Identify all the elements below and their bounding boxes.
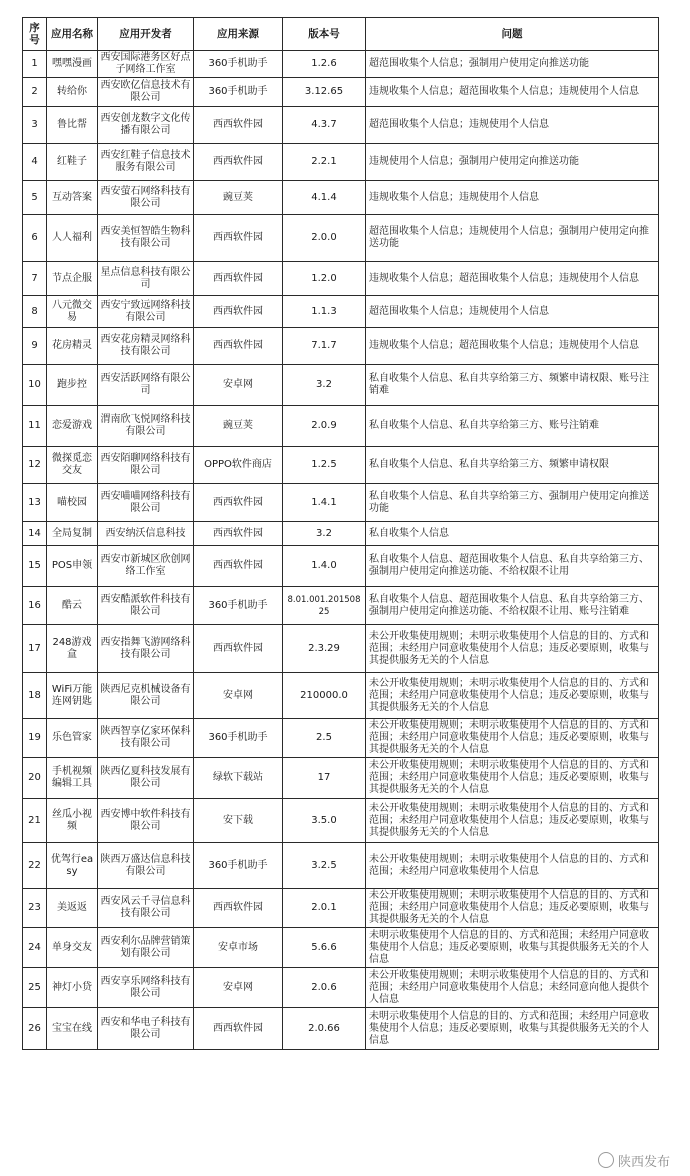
developer-cell: 星点信息科技有限公司 xyxy=(98,262,194,296)
table-row xyxy=(23,799,659,843)
version-cell: 1.2.0 xyxy=(283,262,366,296)
table-row xyxy=(23,587,659,625)
app-name-cell: 互动答案 xyxy=(47,181,98,215)
table-row xyxy=(23,406,659,447)
app-name-cell: 鲁比帮 xyxy=(47,107,98,144)
table-row xyxy=(23,889,659,928)
issue-cell: 违规收集个人信息；超范围收集个人信息；违规使用个人信息 xyxy=(366,262,659,296)
issue-cell: 私自收集个人信息、私自共享给第三方、强制用户使用定向推送功能 xyxy=(366,484,659,522)
source-cell: 豌豆荚 xyxy=(194,181,283,215)
version-cell: 2.5 xyxy=(283,719,366,758)
row-index-cell: 7 xyxy=(23,262,47,296)
header-issue: 问题 xyxy=(366,18,659,51)
version-cell: 2.3.29 xyxy=(283,625,366,673)
row-index-cell: 20 xyxy=(23,758,47,799)
row-index-cell: 22 xyxy=(23,843,47,889)
row-index-cell: 12 xyxy=(23,447,47,484)
version-cell: 3.2 xyxy=(283,365,366,406)
app-name-cell: 恋爱游戏 xyxy=(47,406,98,447)
watermark xyxy=(598,1151,670,1170)
header-index: 序号 xyxy=(23,18,47,51)
table-row xyxy=(23,843,659,889)
row-index-cell: 14 xyxy=(23,522,47,546)
row-index-cell: 8 xyxy=(23,296,47,328)
issue-cell: 未公开收集使用规则；未明示收集使用个人信息的目的、方式和范围；未经用户同意收集使用个人信息；违反必要原则，收集与其提供服务无关的个人信息 xyxy=(366,673,659,719)
header-developer: 应用开发者 xyxy=(98,18,194,51)
source-cell: OPPO软件商店 xyxy=(194,447,283,484)
app-name-cell: 转给你 xyxy=(47,78,98,107)
table-row xyxy=(23,328,659,365)
table-row xyxy=(23,673,659,719)
row-index-cell: 5 xyxy=(23,181,47,215)
table-row xyxy=(23,758,659,799)
source-cell: 西西软件园 xyxy=(194,889,283,928)
table-row xyxy=(23,522,659,546)
developer-cell: 渭南欣飞悦网络科技有限公司 xyxy=(98,406,194,447)
app-name-cell: 花房精灵 xyxy=(47,328,98,365)
app-name-cell: 宝宝在线 xyxy=(47,1008,98,1050)
header-source: 应用来源 xyxy=(194,18,283,51)
source-cell: 西西软件园 xyxy=(194,107,283,144)
app-name-cell: 优驾行easy xyxy=(47,843,98,889)
row-index-cell: 16 xyxy=(23,587,47,625)
developer-cell: 西安风云千寻信息科技有限公司 xyxy=(98,889,194,928)
version-cell: 1.4.1 xyxy=(283,484,366,522)
developer-cell: 陕西万盛达信息科技有限公司 xyxy=(98,843,194,889)
app-name-cell: 节点企服 xyxy=(47,262,98,296)
row-index-cell: 15 xyxy=(23,546,47,587)
developer-cell: 西安美恒智皓生物科技有限公司 xyxy=(98,215,194,262)
app-name-cell: 248游戏盒 xyxy=(47,625,98,673)
version-cell: 210000.0 xyxy=(283,673,366,719)
row-index-cell: 1 xyxy=(23,51,47,78)
issue-cell: 未公开收集使用规则；未明示收集使用个人信息的目的、方式和范围；未经用户同意收集使用个人信息；违反必要原则，收集与其提供服务无关的个人信息 xyxy=(366,719,659,758)
row-index-cell: 18 xyxy=(23,673,47,719)
developer-cell: 西安宁致远网络科技有限公司 xyxy=(98,296,194,328)
developer-cell: 西安酷派软件科技有限公司 xyxy=(98,587,194,625)
developer-cell: 陕西亿夏科技发展有限公司 xyxy=(98,758,194,799)
issue-cell: 未公开收集使用规则；未明示收集使用个人信息的目的、方式和范围；未经用户同意收集使用个人信息；违反必要原则，收集与其提供服务无关的个人信息 xyxy=(366,758,659,799)
version-cell: 1.1.3 xyxy=(283,296,366,328)
issue-cell: 超范围收集个人信息；违规使用个人信息 xyxy=(366,296,659,328)
version-cell: 5.6.6 xyxy=(283,928,366,968)
table-row xyxy=(23,181,659,215)
app-name-cell: 美返返 xyxy=(47,889,98,928)
app-name-cell: 跑步控 xyxy=(47,365,98,406)
app-name-cell: 嘿嘿漫画 xyxy=(47,51,98,78)
row-index-cell: 21 xyxy=(23,799,47,843)
source-cell: 360手机助手 xyxy=(194,587,283,625)
issue-cell: 未公开收集使用规则；未明示收集使用个人信息的目的、方式和范围；未经用户同意收集使用个人信息 xyxy=(366,843,659,889)
table-row xyxy=(23,1008,659,1050)
source-cell: 安卓网 xyxy=(194,365,283,406)
developer-cell: 西安花房精灵网络科技有限公司 xyxy=(98,328,194,365)
row-index-cell: 25 xyxy=(23,968,47,1008)
issue-cell: 私自收集个人信息、超范围收集个人信息、私自共享给第三方、强制用户使用定向推送功能、不给权限不让用、账号注销难 xyxy=(366,587,659,625)
issue-cell: 超范围收集个人信息；强制用户使用定向推送功能 xyxy=(366,51,659,78)
developer-cell: 西安利尔品牌营销策划有限公司 xyxy=(98,928,194,968)
version-cell: 2.2.1 xyxy=(283,144,366,181)
source-cell: 绿软下载站 xyxy=(194,758,283,799)
version-cell: 2.0.0 xyxy=(283,215,366,262)
table-row xyxy=(23,719,659,758)
app-violations-table xyxy=(22,17,659,1050)
app-name-cell: 红鞋子 xyxy=(47,144,98,181)
version-cell: 1.2.5 xyxy=(283,447,366,484)
app-name-cell: 酷云 xyxy=(47,587,98,625)
table-header-row xyxy=(23,18,659,51)
row-index-cell: 6 xyxy=(23,215,47,262)
table-row xyxy=(23,928,659,968)
developer-cell: 西安博中软件科技有限公司 xyxy=(98,799,194,843)
issue-cell: 私自收集个人信息、私自共享给第三方、频繁申请权限、账号注销难 xyxy=(366,365,659,406)
developer-cell: 陕西尼克机械设备有限公司 xyxy=(98,673,194,719)
issue-cell: 违规使用个人信息；强制用户使用定向推送功能 xyxy=(366,144,659,181)
version-cell: 3.12.65 xyxy=(283,78,366,107)
version-cell: 4.3.7 xyxy=(283,107,366,144)
version-cell: 3.2.5 xyxy=(283,843,366,889)
source-cell: 西西软件园 xyxy=(194,546,283,587)
developer-cell: 西安陌聊网络科技有限公司 xyxy=(98,447,194,484)
app-table-container xyxy=(22,17,659,1050)
issue-cell: 违规收集个人信息；超范围收集个人信息；违规使用个人信息 xyxy=(366,78,659,107)
source-cell: 西西软件园 xyxy=(194,328,283,365)
version-cell: 3.2 xyxy=(283,522,366,546)
row-index-cell: 10 xyxy=(23,365,47,406)
version-cell: 17 xyxy=(283,758,366,799)
issue-cell: 私自收集个人信息、私自共享给第三方、账号注销难 xyxy=(366,406,659,447)
source-cell: 360手机助手 xyxy=(194,719,283,758)
developer-cell: 西安市新城区欣创网络工作室 xyxy=(98,546,194,587)
issue-cell: 未公开收集使用规则；未明示收集使用个人信息的目的、方式和范围；未经用户同意收集使用个人信息；违反必要原则，收集与其提供服务无关的个人信息 xyxy=(366,625,659,673)
version-cell: 8.01.001.20150825 xyxy=(283,587,366,625)
developer-cell: 西安纳沃信息科技 xyxy=(98,522,194,546)
app-name-cell: 丝瓜小视频 xyxy=(47,799,98,843)
developer-cell: 陕西智享亿家环保科技有限公司 xyxy=(98,719,194,758)
issue-cell: 私自收集个人信息、超范围收集个人信息、私自共享给第三方、强制用户使用定向推送功能、不给权限不让用 xyxy=(366,546,659,587)
table-row xyxy=(23,625,659,673)
table-row xyxy=(23,215,659,262)
developer-cell: 西安红鞋子信息技术服务有限公司 xyxy=(98,144,194,181)
source-cell: 360手机助手 xyxy=(194,51,283,78)
issue-cell: 私自收集个人信息、私自共享给第三方、频繁申请权限 xyxy=(366,447,659,484)
developer-cell: 西安享乐网络科技有限公司 xyxy=(98,968,194,1008)
row-index-cell: 3 xyxy=(23,107,47,144)
row-index-cell: 26 xyxy=(23,1008,47,1050)
app-name-cell: 八元微交易 xyxy=(47,296,98,328)
developer-cell: 西安国际港务区好点子网络工作室 xyxy=(98,51,194,78)
table-body xyxy=(23,51,659,1050)
version-cell: 2.0.6 xyxy=(283,968,366,1008)
app-name-cell: 单身交友 xyxy=(47,928,98,968)
header-app-name: 应用名称 xyxy=(47,18,98,51)
app-name-cell: 全局复制 xyxy=(47,522,98,546)
row-index-cell: 23 xyxy=(23,889,47,928)
table-row xyxy=(23,107,659,144)
source-cell: 西西软件园 xyxy=(194,262,283,296)
source-cell: 西西软件园 xyxy=(194,625,283,673)
developer-cell: 西安活跃网络有限公司 xyxy=(98,365,194,406)
issue-cell: 未明示收集使用个人信息的目的、方式和范围；未经用户同意收集使用个人信息；违反必要原则，收集与其提供服务无关的个人信息 xyxy=(366,1008,659,1050)
version-cell: 2.0.66 xyxy=(283,1008,366,1050)
issue-cell: 未公开收集使用规则；未明示收集使用个人信息的目的、方式和范围；未经用户同意收集使用个人信息；违反必要原则，收集与其提供服务无关的个人信息 xyxy=(366,799,659,843)
source-cell: 西西软件园 xyxy=(194,522,283,546)
row-index-cell: 13 xyxy=(23,484,47,522)
table-row xyxy=(23,144,659,181)
version-cell: 3.5.0 xyxy=(283,799,366,843)
app-name-cell: 人人福利 xyxy=(47,215,98,262)
issue-cell: 超范围收集个人信息；违规使用个人信息；强制用户使用定向推送功能 xyxy=(366,215,659,262)
weibo-logo-icon xyxy=(598,1152,614,1168)
source-cell: 西西软件园 xyxy=(194,215,283,262)
table-row xyxy=(23,484,659,522)
table-row xyxy=(23,365,659,406)
issue-cell: 私自收集个人信息 xyxy=(366,522,659,546)
issue-cell: 违规收集个人信息；超范围收集个人信息；违规使用个人信息 xyxy=(366,328,659,365)
version-cell: 2.0.9 xyxy=(283,406,366,447)
source-cell: 安下载 xyxy=(194,799,283,843)
row-index-cell: 2 xyxy=(23,78,47,107)
source-cell: 西西软件园 xyxy=(194,484,283,522)
version-cell: 2.0.1 xyxy=(283,889,366,928)
developer-cell: 西安喵喵网络科技有限公司 xyxy=(98,484,194,522)
source-cell: 360手机助手 xyxy=(194,843,283,889)
table-row xyxy=(23,546,659,587)
issue-cell: 超范围收集个人信息；违规使用个人信息 xyxy=(366,107,659,144)
row-index-cell: 9 xyxy=(23,328,47,365)
source-cell: 360手机助手 xyxy=(194,78,283,107)
app-name-cell: 神灯小贷 xyxy=(47,968,98,1008)
row-index-cell: 4 xyxy=(23,144,47,181)
row-index-cell: 17 xyxy=(23,625,47,673)
app-name-cell: WiFi万能连网钥匙 xyxy=(47,673,98,719)
version-cell: 7.1.7 xyxy=(283,328,366,365)
row-index-cell: 11 xyxy=(23,406,47,447)
developer-cell: 西安欧亿信息技术有限公司 xyxy=(98,78,194,107)
issue-cell: 未公开收集使用规则；未明示收集使用个人信息的目的、方式和范围；未经用户同意收集使用个人信息；未经同意向他人提供个人信息 xyxy=(366,968,659,1008)
issue-cell: 未公开收集使用规则；未明示收集使用个人信息的目的、方式和范围；未经用户同意收集使用个人信息；违反必要原则，收集与其提供服务无关的个人信息 xyxy=(366,889,659,928)
source-cell: 豌豆荚 xyxy=(194,406,283,447)
table-row xyxy=(23,51,659,78)
header-version: 版本号 xyxy=(283,18,366,51)
version-cell: 4.1.4 xyxy=(283,181,366,215)
app-name-cell: POS申领 xyxy=(47,546,98,587)
developer-cell: 西安和华电子科技有限公司 xyxy=(98,1008,194,1050)
app-name-cell: 手机视频编辑工具 xyxy=(47,758,98,799)
table-row xyxy=(23,262,659,296)
app-name-cell: 喵校园 xyxy=(47,484,98,522)
table-row xyxy=(23,968,659,1008)
source-cell: 西西软件园 xyxy=(194,296,283,328)
version-cell: 1.4.0 xyxy=(283,546,366,587)
version-cell: 1.2.6 xyxy=(283,51,366,78)
source-cell: 西西软件园 xyxy=(194,1008,283,1050)
row-index-cell: 24 xyxy=(23,928,47,968)
issue-cell: 未明示收集使用个人信息的目的、方式和范围；未经用户同意收集使用个人信息；违反必要原则，收集与其提供服务无关的个人信息 xyxy=(366,928,659,968)
developer-cell: 西安萤石网络科技有限公司 xyxy=(98,181,194,215)
app-name-cell: 乐色管家 xyxy=(47,719,98,758)
source-cell: 安卓网 xyxy=(194,968,283,1008)
developer-cell: 西安指舞飞游网络科技有限公司 xyxy=(98,625,194,673)
table-row xyxy=(23,78,659,107)
watermark-text: 陕西发布 xyxy=(617,1155,670,1170)
source-cell: 安卓网 xyxy=(194,673,283,719)
row-index-cell: 19 xyxy=(23,719,47,758)
issue-cell: 违规收集个人信息；违规使用个人信息 xyxy=(366,181,659,215)
table-row xyxy=(23,296,659,328)
source-cell: 西西软件园 xyxy=(194,144,283,181)
table-row xyxy=(23,447,659,484)
app-name-cell: 微探觅恋交友 xyxy=(47,447,98,484)
developer-cell: 西安创龙数字文化传播有限公司 xyxy=(98,107,194,144)
source-cell: 安卓市场 xyxy=(194,928,283,968)
